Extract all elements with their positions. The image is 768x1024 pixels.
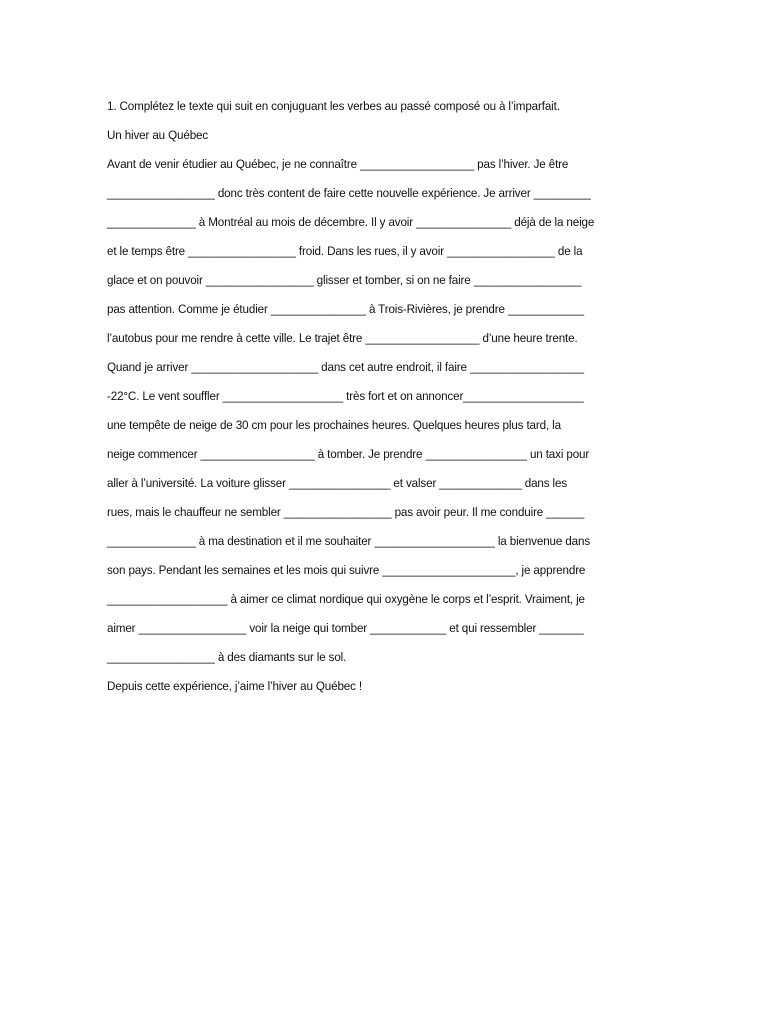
text-line: et le temps être _________________ froid. Dans les rues, il y avoir _________________ de la xyxy=(107,244,583,258)
text-line: l’autobus pour me rendre à cette ville. Le trajet être __________________ d’une heure trente. xyxy=(107,331,578,345)
text-line: Avant de venir étudier au Québec, je ne connaître __________________ pas l’hiver. Je être xyxy=(107,157,569,171)
text-line: ______________ à ma destination et il me souhaiter ___________________ la bienvenue dans xyxy=(107,534,591,548)
text-line: ______________ à Montréal au mois de décembre. Il y avoir _______________ déjà de la neige xyxy=(107,215,595,229)
text-line: pas attention. Comme je étudier _______________ à Trois-Rivières, je prendre ____________ xyxy=(107,302,584,316)
text-line: neige commencer __________________ à tomber. Je prendre ________________ un taxi pour xyxy=(107,447,590,461)
text-line: Quand je arriver ____________________ dans cet autre endroit, il faire __________________ xyxy=(107,360,585,374)
text-line: une tempête de neige de 30 cm pour les prochaines heures. Quelques heures plus tard, la xyxy=(107,418,561,432)
text-line: glace et on pouvoir _________________ glisser et tomber, si on ne faire _________________ xyxy=(107,273,582,287)
closing-line: Depuis cette expérience, j’aime l’hiver au Québec ! xyxy=(107,679,363,693)
text-line: -22°C. Le vent souffler ___________________ très fort et on annoncer___________________ xyxy=(107,389,584,403)
text-line: aller à l’université. La voiture glisser ________________ et valser _____________ dans les xyxy=(107,476,568,490)
text-line: ___________________ à aimer ce climat nordique qui oxygène le corps et l’esprit. Vraiment, je xyxy=(107,592,585,606)
text-line: _________________ à des diamants sur le sol. xyxy=(107,650,347,664)
text-line: rues, mais le chauffeur ne sembler _________________ pas avoir peur. Il me conduire ______ xyxy=(107,505,585,519)
text-line: _________________ donc très content de faire cette nouvelle expérience. Je arriver _________ xyxy=(107,186,591,200)
worksheet-page xyxy=(107,92,667,701)
exercise-instruction: 1. Complétez le texte qui suit en conjuguant les verbes au passé composé ou à l’imparfait. xyxy=(107,99,560,113)
text-title: Un hiver au Québec xyxy=(107,128,209,142)
text-line: son pays. Pendant les semaines et les mois qui suivre _____________________, je apprendre xyxy=(107,563,586,577)
text-line: aimer _________________ voir la neige qui tomber ____________ et qui ressembler _______ xyxy=(107,621,584,635)
